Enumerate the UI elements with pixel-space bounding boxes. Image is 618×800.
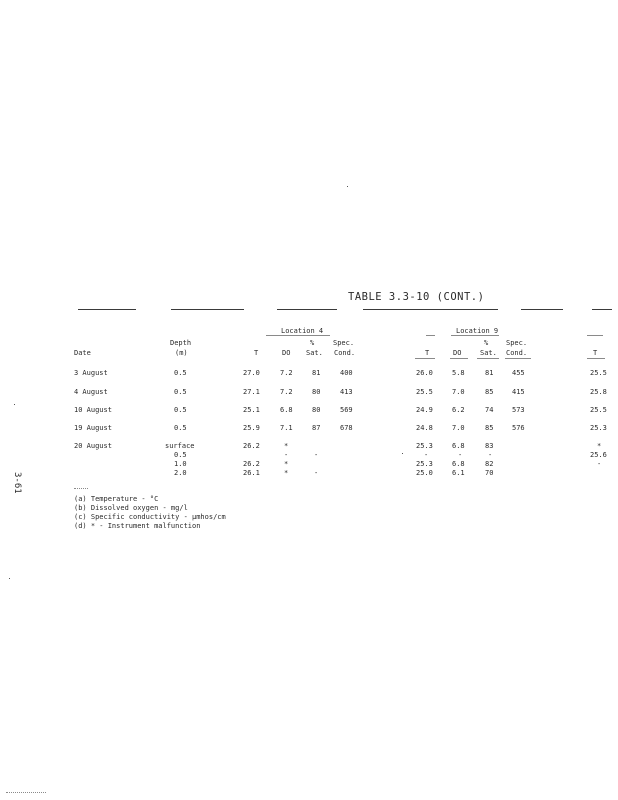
cell-a-t: 26.1 <box>243 469 260 477</box>
cell-b-t: - <box>424 451 429 459</box>
top-rule-segment <box>521 309 563 310</box>
cell-depth: 0.5 <box>174 369 187 377</box>
cell-a-do: * <box>284 460 289 468</box>
cell-b-do: 7.0 <box>452 388 465 396</box>
cell-depth: 0.5 <box>174 424 187 432</box>
cell-c-t: 25.8 <box>590 388 607 396</box>
footnote-rule <box>74 488 88 489</box>
header-underline <box>505 358 531 359</box>
cell-c-t: 25.5 <box>590 369 607 377</box>
cell-a-t: 27.0 <box>243 369 260 377</box>
top-rule-segment <box>592 309 612 310</box>
cell-b-t: 25.0 <box>416 469 433 477</box>
cell-b-do: 6.8 <box>452 442 465 450</box>
header-underline <box>587 358 605 359</box>
cell-date: 19 August <box>74 424 112 432</box>
cell-a-sat: 81 <box>312 369 321 377</box>
cell-b-sat: 70 <box>485 469 494 477</box>
top-rule-segment <box>78 309 136 310</box>
cell-a-cond: 400 <box>340 369 353 377</box>
header-do-b: DO <box>453 349 462 357</box>
cell-b-sat: 83 <box>485 442 494 450</box>
top-rule-segment <box>363 309 498 310</box>
cell-date: 3 August <box>74 369 108 377</box>
cell-b-cond: 455 <box>512 369 525 377</box>
cell-a-do: 6.8 <box>280 406 293 414</box>
cell-b-do: 7.0 <box>452 424 465 432</box>
cell-depth: 2.0 <box>174 469 187 477</box>
header-date: Date <box>74 349 91 357</box>
cell-date-20-august: 20 August <box>74 442 112 450</box>
header-underline <box>450 358 468 359</box>
cell-b-do: 6.1 <box>452 469 465 477</box>
group-underline-b <box>451 335 499 336</box>
cell-a-do: * <box>284 442 289 450</box>
footnote-a: (a) Temperature - °C <box>74 495 159 503</box>
cell-depth: 1.0 <box>174 460 187 468</box>
cell-a-sat: 87 <box>312 424 321 432</box>
side-page-number: 3-61 <box>12 472 22 494</box>
header-t-b: T <box>425 349 430 357</box>
cell-b-t: 25.3 <box>416 460 433 468</box>
cell-a-do: 7.2 <box>280 388 293 396</box>
header-cond-a: Cond. <box>334 349 356 357</box>
cell-c-t: 25.3 <box>590 424 607 432</box>
cell-a-t: 25.1 <box>243 406 260 414</box>
header-sat-b: Sat. <box>480 349 497 357</box>
header-underline <box>477 358 499 359</box>
cell-b-do: 5.8 <box>452 369 465 377</box>
cell-b-t: 24.9 <box>416 406 433 414</box>
cell-c-t: 25.5 <box>590 406 607 414</box>
cell-b-t: 26.0 <box>416 369 433 377</box>
cell-b-sat: - <box>488 451 493 459</box>
page-title: TABLE 3.3-10 (CONT.) <box>348 291 485 303</box>
group-underline-b-left <box>426 335 435 336</box>
cell-a-t: 26.2 <box>243 460 260 468</box>
cell-b-do: 6.8 <box>452 460 465 468</box>
header-pct-b: % <box>484 339 489 347</box>
cell-depth: 0.5 <box>174 388 187 396</box>
header-underline <box>415 358 435 359</box>
header-t-c: T <box>593 349 598 357</box>
cell-c-t: - <box>597 460 602 468</box>
cell-c-t: * <box>597 442 602 450</box>
cell-b-cond: 573 <box>512 406 525 414</box>
group-underline-a <box>266 335 330 336</box>
header-cond-b: Cond. <box>506 349 528 357</box>
cell-a-do: - <box>284 451 289 459</box>
cell-b-cond: 576 <box>512 424 525 432</box>
cell-a-t: 25.9 <box>243 424 260 432</box>
cell-b-sat: 74 <box>485 406 494 414</box>
cell-a-do: 7.1 <box>280 424 293 432</box>
header-t-a: T <box>254 349 259 357</box>
header-spec-b: Spec. <box>506 339 528 347</box>
cell-b-sat: 81 <box>485 369 494 377</box>
scan-speck <box>402 453 403 454</box>
cell-a-sat: - <box>314 451 319 459</box>
cell-a-do: * <box>284 469 289 477</box>
header-pct-a: % <box>310 339 315 347</box>
header-depth-unit: (m) <box>175 349 188 357</box>
header-spec-a: Spec. <box>333 339 355 347</box>
top-rule-segment <box>171 309 244 310</box>
footnote-c: (c) Specific conductivity - µmhos/cm <box>74 513 226 521</box>
cell-b-sat: 85 <box>485 388 494 396</box>
cell-a-sat: 80 <box>312 406 321 414</box>
cell-a-sat: 80 <box>312 388 321 396</box>
footnote-b: (b) Dissolved oxygen - mg/l <box>74 504 188 512</box>
cell-b-t: 25.3 <box>416 442 433 450</box>
cell-a-sat: - <box>314 469 319 477</box>
cell-date: 10 August <box>74 406 112 414</box>
cell-b-t: 24.8 <box>416 424 433 432</box>
cell-a-t: 27.1 <box>243 388 260 396</box>
cell-c-t: 25.6 <box>590 451 607 459</box>
cell-depth: 0.5 <box>174 406 187 414</box>
cell-b-do: - <box>458 451 463 459</box>
cell-b-do: 6.2 <box>452 406 465 414</box>
group-header-location-a: Location 4 <box>281 327 324 335</box>
header-sat-a: Sat. <box>306 349 323 357</box>
footnote-d: (d) * - Instrument malfunction <box>74 522 201 530</box>
cell-a-cond: 569 <box>340 406 353 414</box>
cell-depth: 0.5 <box>174 451 187 459</box>
scan-speck <box>14 404 15 405</box>
header-do-a: DO <box>282 349 291 357</box>
cell-b-t: 25.5 <box>416 388 433 396</box>
cell-b-cond: 415 <box>512 388 525 396</box>
cell-depth: surface <box>165 442 195 450</box>
group-header-location-b: Location 9 <box>456 327 499 335</box>
scan-speck <box>347 186 348 187</box>
cell-a-cond: 678 <box>340 424 353 432</box>
cell-b-sat: 82 <box>485 460 494 468</box>
cell-a-t: 26.2 <box>243 442 260 450</box>
cell-a-do: 7.2 <box>280 369 293 377</box>
cell-b-sat: 85 <box>485 424 494 432</box>
cell-a-cond: 413 <box>340 388 353 396</box>
top-rule-segment <box>277 309 337 310</box>
cell-date: 4 August <box>74 388 108 396</box>
scan-edge-mark <box>6 792 46 793</box>
header-depth: Depth <box>170 339 192 347</box>
group-underline-c <box>587 335 603 336</box>
scan-speck <box>9 578 10 579</box>
